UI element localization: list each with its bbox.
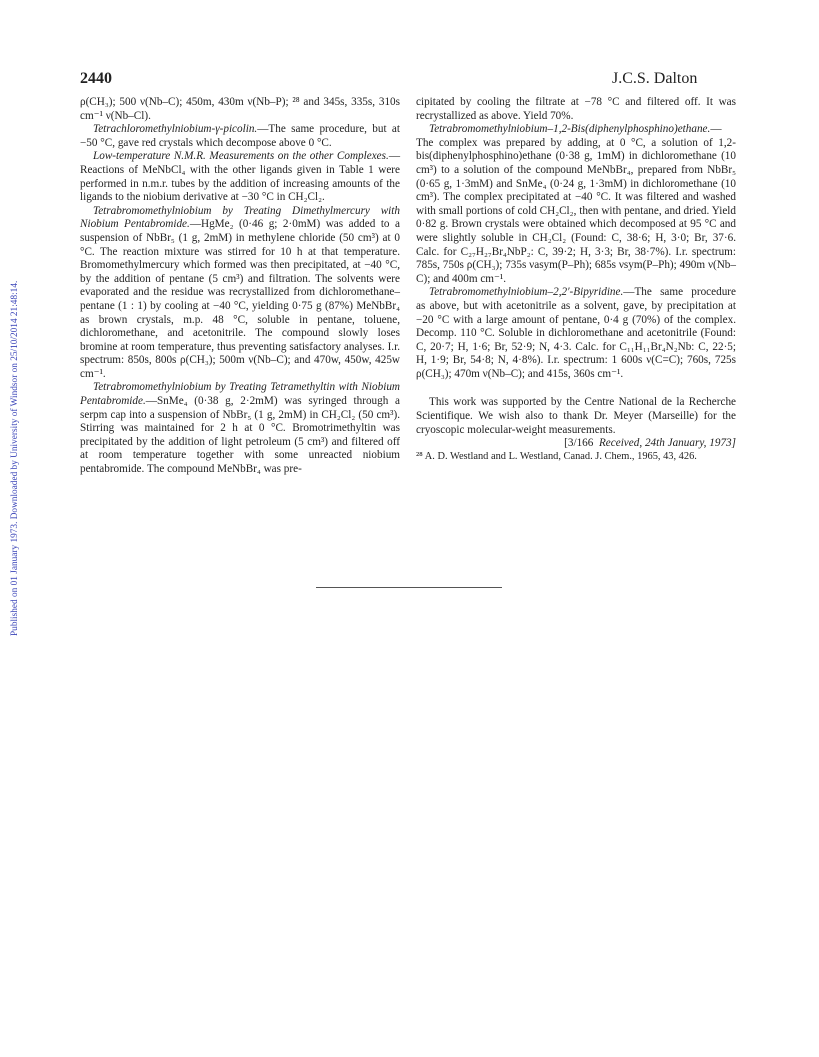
received-line [416, 437, 736, 451]
section-heading: Tetrabromomethylniobium by Treating Dimethylmercury with Niobium Pentabromide. [80, 204, 400, 231]
paragraph [80, 381, 400, 476]
page-number: 2440 [80, 70, 112, 87]
section-heading: Tetrabromomethylniobium by Treating Tetramethyltin with Niobium Pentabromide. [80, 381, 400, 408]
received-code: [3/166 [564, 437, 594, 450]
paragraph [80, 150, 400, 204]
paragraph-text: —The complex was prepared by adding, at 0 °C, a solution of 1,2-bis(diphenylphosphino)ethane (0·38 g, 1mM) in dichloromethane (10 cm³) to a solution of the compound MeNbBr₄, prepared from NbBr₅ (0·65 g, 1·3mM) and SnMe₄ (0·24 g, 1·3mM) in dichloromethane (10 cm³). The complex precipitated at −40 °C. It was filtered and washed with small portions of cold CH₂Cl₂, then with pentane, and dried. Yield 0·82 g. Brown crystals were obtained which decomposed at 95 °C and were slightly soluble in CH₂Cl₂ (Found: C, 38·6; H, 3·0; Br, 37·6. Calc. for C₂₇H₂₇Br₄NbP₂: C, 39·2; H, 3·3; Br, 38·7%). I.r. spectrum: 785s, 750s ρ(CH₃); 735s νasym(P–Ph); 685s νsym(P–Ph); 490m ν(Nb–C); and 400m cm⁻¹. [416, 123, 736, 285]
end-rule [316, 587, 502, 588]
paragraph-text: —The same procedure as above, but with acetonitrile as a solvent, gave, by precipitation at −20 °C with a large amount of pentane, 0·4 g (70%) of the complex. Decomp. 110 °C. Soluble in dichloromethane and acetonitrile (Found: C, 20·7; H, 1·6; Br, 52·9; N, 4·3. Calc. for C₁₁H₁₁Br₄N₂Nb: C, 22·5; H, 1·9; Br, 54·8; N, 4·8%). I.r. spectrum: 1 600s ν(C=C); 760s, 725s ρ(CH₃); 470m ν(Nb–C); and 415s, 360s cm⁻¹. [416, 286, 736, 380]
paragraph [416, 123, 736, 286]
reference-28[interactable]: ²⁸ A. D. Westland and L. Westland, Canad. J. Chem., 1965, 43, 426. [416, 450, 697, 462]
paragraph-text: —The same procedure, but at −50 °C, gave red crystals which decompose above 0 °C. [80, 123, 400, 149]
paragraph-text: —HgMe₂ (0·46 g; 2·0mM) was added to a suspension of NbBr₅ (1 g, 2mM) in methylene chloride (50 cm³) at 0 °C. The reaction mixture was stirred for 10 h at that temperature. Bromomethylmercury which formed was then precipitated, at −40 °C, by the addition of pentane (5 cm³) and filtration. The solvents were evaporated and the residue was recrystallized from dichloromethane–pentane (1 : 1) by cooling at −40 °C, yielding 0·75 g (87%) MeNbBr₄ as brown crystals, m.p. 48 °C, soluble in pentane, toluene, dichloromethane, and acetonitrile. The compound slowly loses bromine at room temperature, thus preventing satisfactory analyses. I.r. spectrum: 850s, 800s ρ(CH₃); 500m ν(Nb–C); and 470w, 450w, 425w cm⁻¹. [80, 218, 400, 380]
paragraph: ρ(CH₃); 500 ν(Nb–C); 450m, 430m ν(Nb–P); ²⁸ and 345s, 335s, 310s cm⁻¹ ν(Nb–Cl). [80, 96, 400, 122]
paragraph [80, 205, 400, 382]
download-watermark [2, 40, 18, 640]
section-heading: Low-temperature N.M.R. Measurements on the other Complexes. [93, 150, 389, 163]
section-heading: Tetrabromomethylniobium–2,2′-Bipyridine. [429, 286, 624, 299]
acknowledgement: This work was supported by the Centre National de la Recherche Scientifique. We wish also to thank Dr. Meyer (Marseille) for the cryoscopic molecular-weight measurements. [416, 396, 736, 436]
journal-title: J.C.S. Dalton [612, 70, 698, 87]
paragraph [416, 286, 736, 381]
received-label: Received, [598, 437, 643, 450]
paragraph [80, 123, 400, 150]
spacer [416, 381, 736, 396]
left-column [80, 96, 400, 477]
paragraph: cipitated by cooling the filtrate at −78 °C and filtered off. It was recrystallized as above. Yield 70%. [416, 96, 736, 122]
paragraph-text: —Reactions of MeNbCl₄ with the other ligands given in Table 1 were performed in n.m.r. tubes by the addition of increasing amounts of the ligands to the niobium derivative at −30 °C in CH₂Cl₂. [80, 150, 400, 204]
paragraph-text: —SnMe₄ (0·38 g, 2·2mM) was syringed through a serpm cap into a suspension of NbBr₅ (1 g, 2mM) in CH₂Cl₂ (50 cm³). Stirring was maintained for 2 h at 0 °C. Bromotrimethyltin was precipitated by the addition of light petroleum (5 cm³) and filtered off at room temperature together with some unreacted niobium pentabromide. The compound MeNbBr₄ was pre- [80, 395, 400, 476]
section-heading: Tetrabromomethylniobium–1,2-Bis(diphenylphosphino)ethane. [429, 123, 711, 136]
received-date: 24th January, 1973] [644, 437, 736, 450]
section-heading: Tetrachloromethylniobium-γ-picolin. [93, 123, 258, 136]
download-note-text[interactable]: Published on 01 January 1973. Downloaded by University of Windsor on 25/10/2014 21:48:14. [10, 280, 20, 636]
right-column [416, 96, 736, 464]
